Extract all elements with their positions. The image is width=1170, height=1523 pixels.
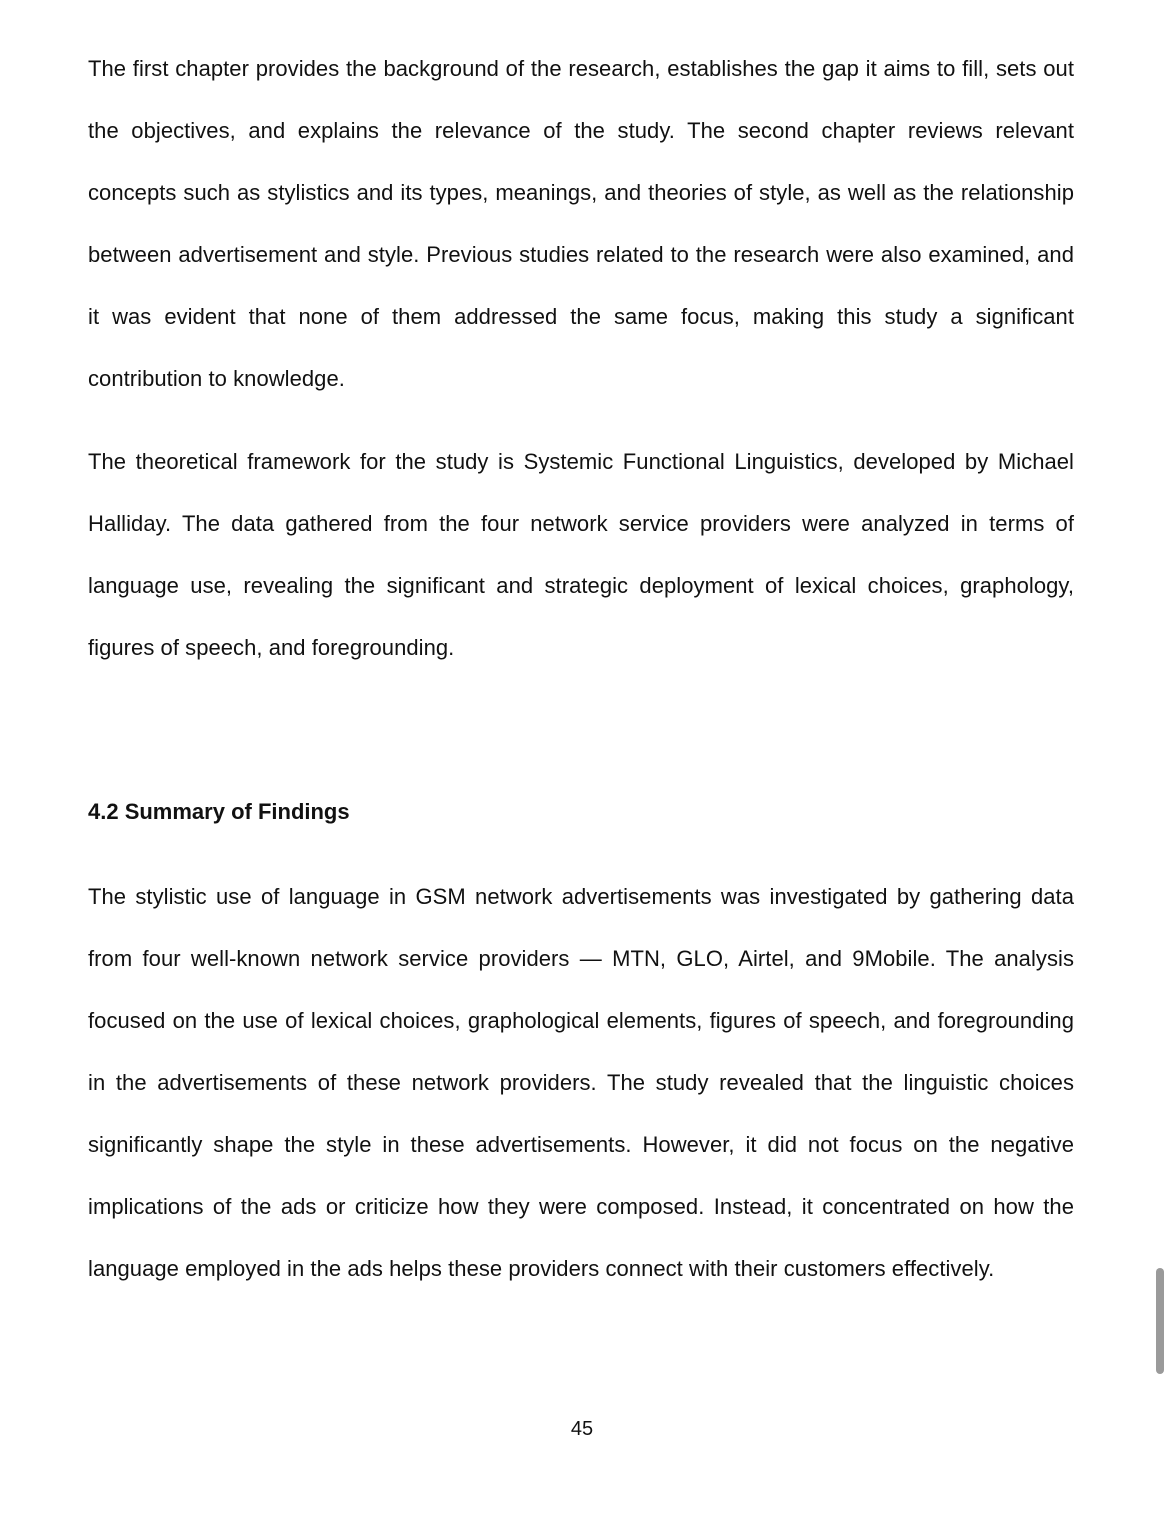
paragraph-summary-of-findings: The stylistic use of language in GSM network advertisements was investigated by gathering data from four well-known network service providers — MTN, GLO, Airtel, and 9Mobile. The analysis focused on the use of lexical choices, graphological elements, figures of speech, and foregrounding in the advertisements of these network providers. The study revealed that the linguistic choices significantly shape the style in these advertisements. However, it did not focus on the negative implications of the ads or criticize how they were composed. Instead, it concentrated on how the language employed in the ads helps these providers connect with their customers effectively. <box>88 884 1074 1281</box>
paragraph-chapter-overview: The first chapter provides the background of the research, establishes the gap it aims to fill, sets out the objectives, and explains the relevance of the study. The second chapter reviews relevant concepts such as stylistics and its types, meanings, and theories of style, as well as the relationship between advertisement and style. Previous studies related to the research were also examined, and it was evident that none of them addressed the same focus, making this study a significant contribution to knowledge. <box>88 56 1074 391</box>
scrollbar-thumb[interactable] <box>1156 1268 1164 1374</box>
page-number: 45 <box>570 1418 594 1440</box>
vertical-scrollbar[interactable] <box>1150 0 1170 1523</box>
upper-content <box>88 38 1074 679</box>
findings-content <box>88 866 1074 1300</box>
paragraph-theoretical-framework: The theoretical framework for the study is Systemic Functional Linguistics, developed by Michael Halliday. The data gathered from the four network service providers were analyzed in terms of language use, revealing the significant and strategic deployment of lexical choices, graphology, figures of speech, and foregrounding. <box>88 449 1074 660</box>
section-heading: 4.2 Summary of Findings <box>88 799 350 824</box>
